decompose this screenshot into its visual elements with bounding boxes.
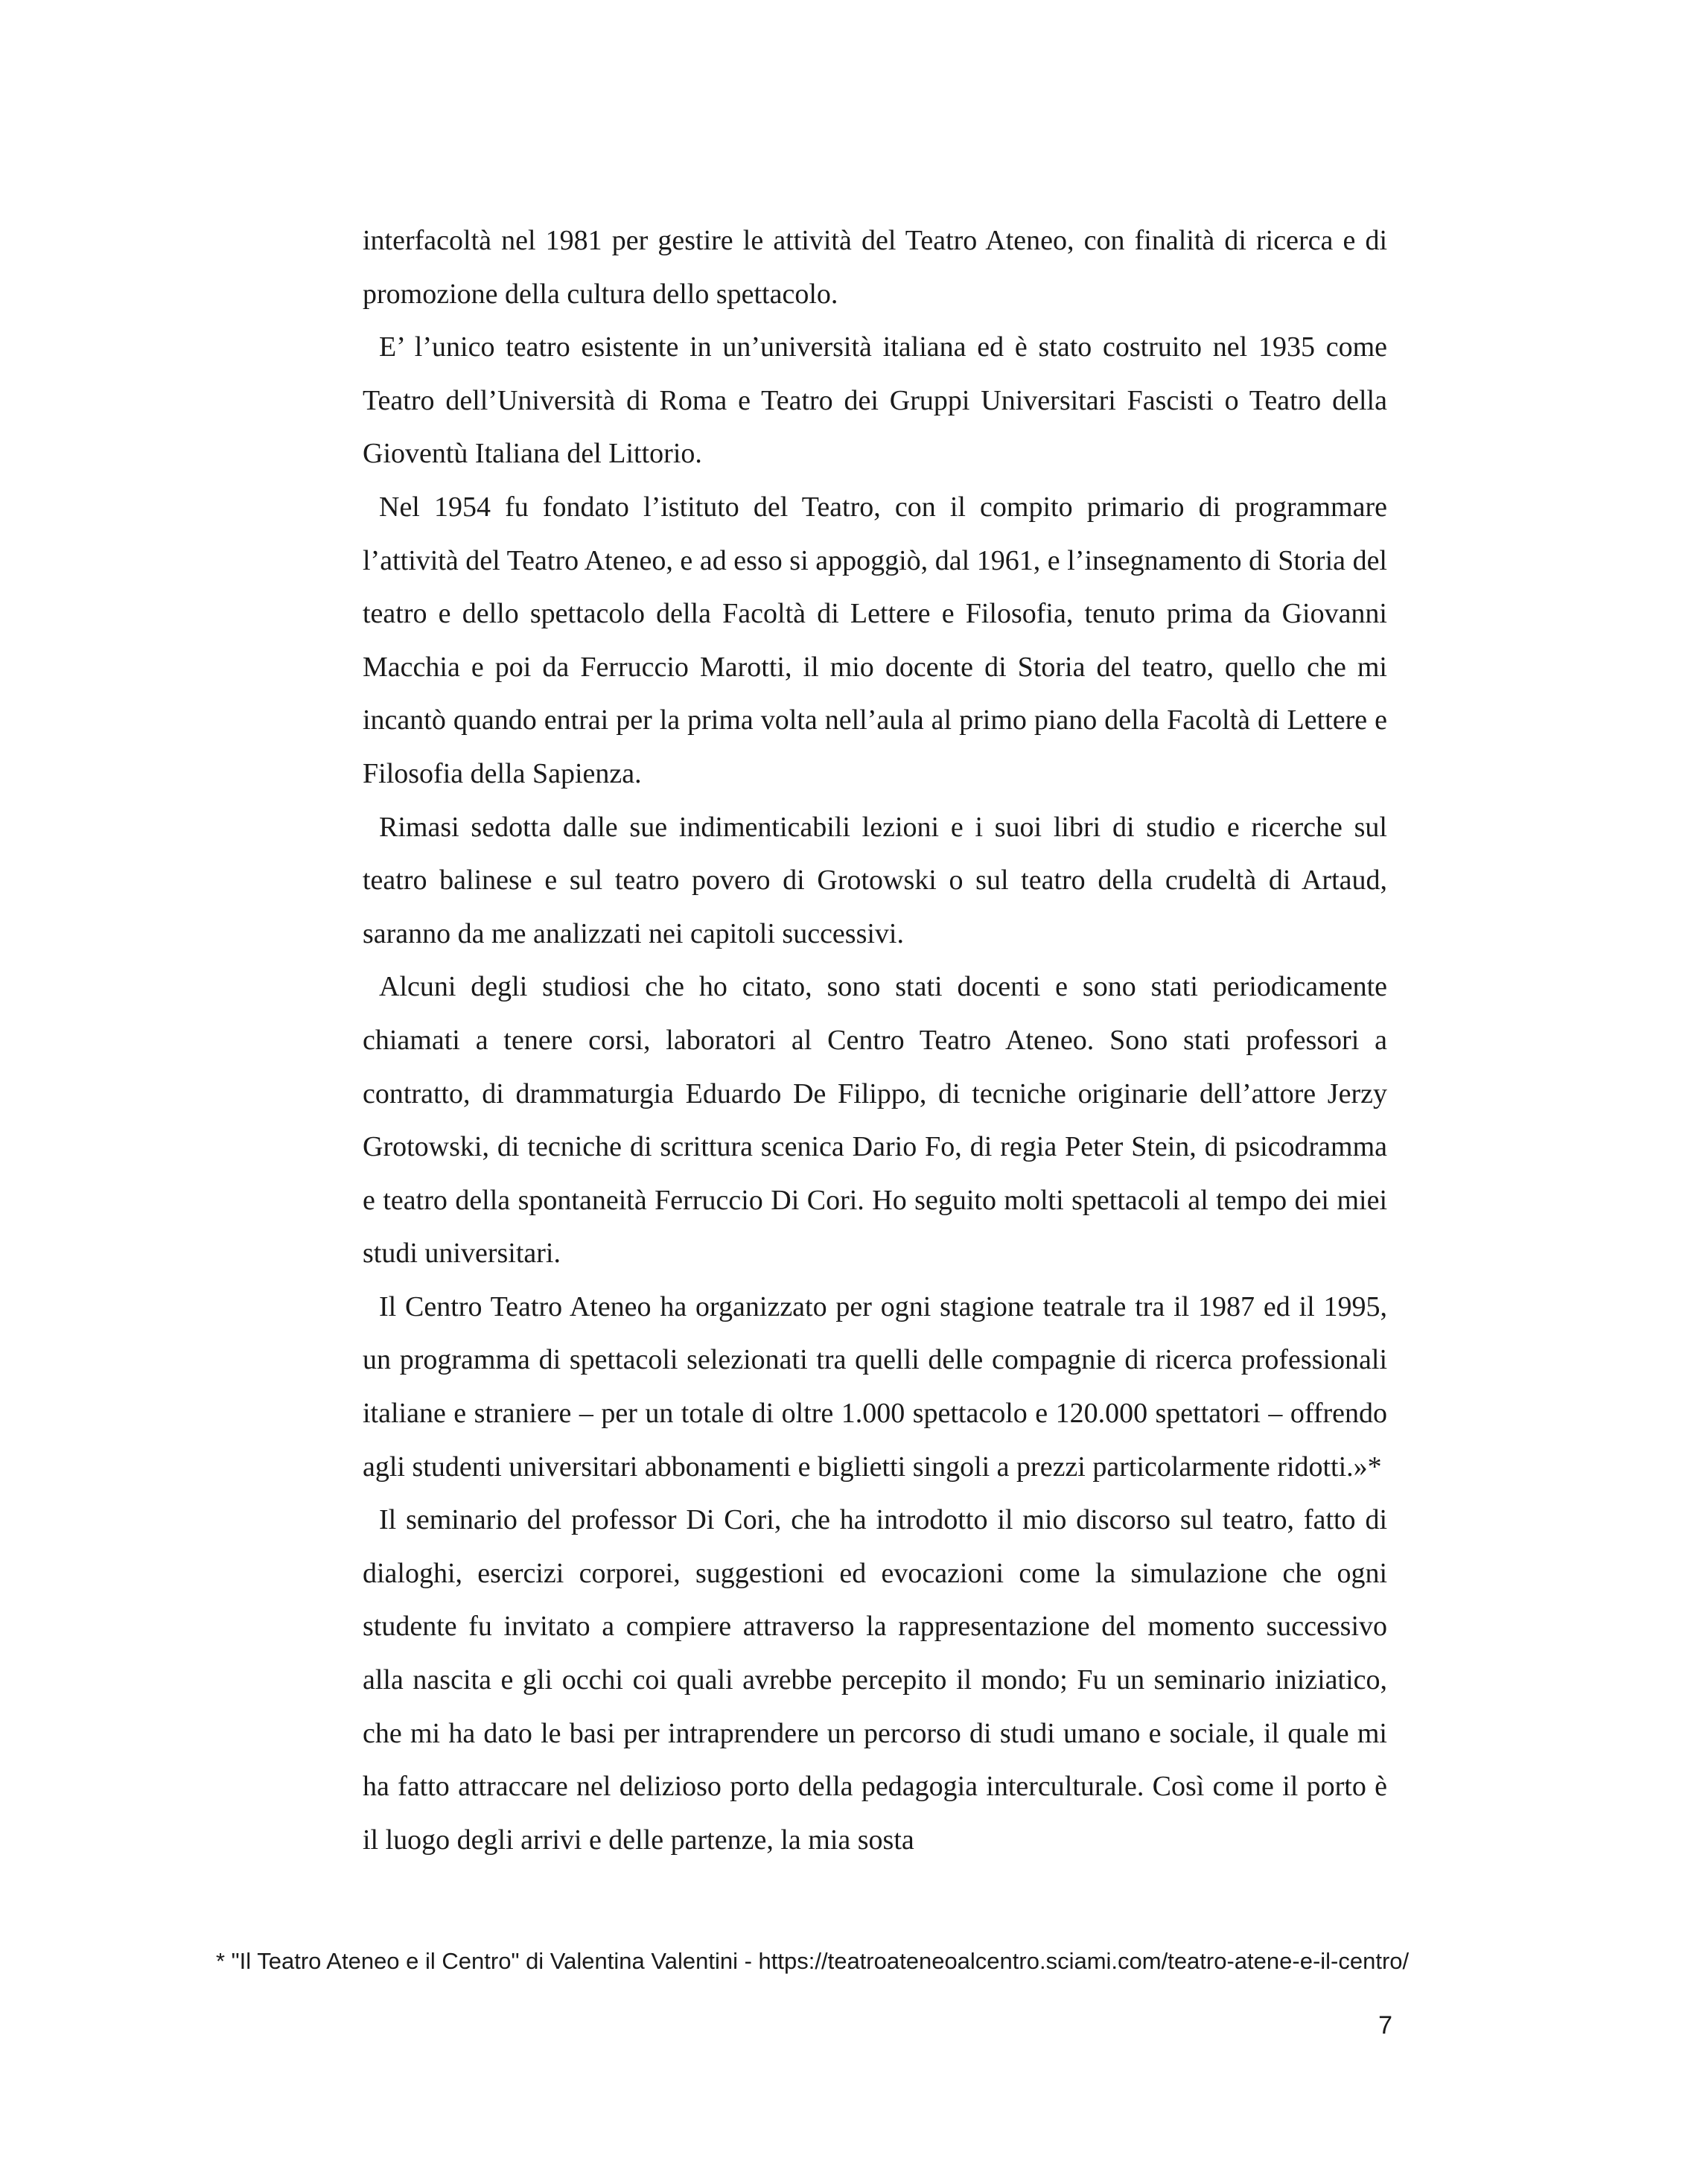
body-text: [363, 214, 1387, 1867]
paragraph-7: Il seminario del professor Di Cori, che ha introdotto il mio discorso sul teatro, fatto di dialoghi, esercizi corporei, suggestioni ed evocazioni come la simulazione che ogni studente fu invitato a compiere attraverso la rappresentazione del momento successivo alla nascita e gli occhi coi quali avrebbe percepito il mondo; Fu un seminario iniziatico, che mi ha dato le basi per intraprendere un percorso di studi umano e sociale, il quale mi ha fatto attraccare nel delizioso porto della pedagogia interculturale. Così come il porto è il luogo degli arrivi e delle partenze, la mia sosta: [363, 1504, 1387, 1856]
paragraph-1: interfacoltà nel 1981 per gestire le attività del Teatro Ateneo, con finalità di ricerca e di promozione della cultura dello spettacolo.: [363, 225, 1387, 310]
paragraph-4: Rimasi sedotta dalle sue indimenticabili lezioni e i suoi libri di studio e ricerche sul teatro balinese e sul teatro povero di Grotowski o sul teatro della crudeltà di Artaud, saranno da me analizzati nei capitoli successivi.: [363, 811, 1387, 949]
paragraph-2: E’ l’unico teatro esistente in un’università italiana ed è stato costruito nel 1935 come Teatro dell’Università di Roma e Teatro dei Gruppi Universitari Fascisti o Teatro della Gioventù Italiana del Littorio.: [363, 331, 1387, 470]
paragraph-5: Alcuni degli studiosi che ho citato, sono stati docenti e sono stati periodicamente chiamati a tenere corsi, laboratori al Centro Teatro Ateneo. Sono stati professori a contratto, di drammaturgia Eduardo De Filippo, di tecniche originarie dell’attore Jerzy Grotowski, di tecniche di scrittura scenica Dario Fo, di regia Peter Stein, di psicodramma e teatro della spontaneità Ferruccio Di Cori. Ho seguito molti spettacoli al tempo dei miei studi universitari.: [363, 971, 1387, 1270]
footnote: * "Il Teatro Ateneo e il Centro" di Valentina Valentini - https://teatroateneoalcentro.sciami.com/teatro-atene-e-il-centro/: [216, 1948, 1410, 1974]
paragraph-6: Il Centro Teatro Ateneo ha organizzato per ogni stagione teatrale tra il 1987 ed il 1995, un programma di spettacoli selezionati tra quelli delle compagnie di ricerca professionali italiane e straniere – per un totale di oltre 1.000 spettacolo e 120.000 spettatori – offrendo agli studenti universitari abbonamenti e biglietti singoli a prezzi particolarmente ridotti.»*: [363, 1290, 1387, 1483]
paragraph-3: Nel 1954 fu fondato l’istituto del Teatro, con il compito primario di programmare l’attività del Teatro Ateneo, e ad esso si appoggiò, dal 1961, e l’insegnamento di Storia del teatro e dello spettacolo della Facoltà di Lettere e Filosofia, tenuto prima da Giovanni Macchia e poi da Ferruccio Marotti, il mio docente di Storia del teatro, quello che mi incantò quando entrai per la prima volta nell’aula al primo piano della Facoltà di Lettere e Filosofia della Sapienza.: [363, 491, 1387, 789]
page-number: 7: [1378, 2011, 1392, 2040]
